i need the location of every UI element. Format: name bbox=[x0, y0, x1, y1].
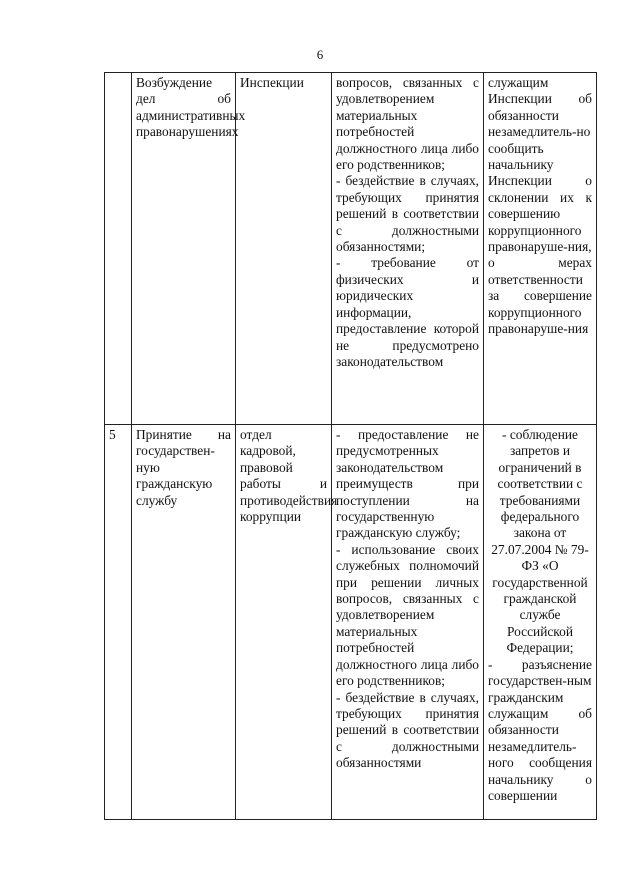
table-row bbox=[105, 425, 597, 820]
table-row bbox=[105, 73, 597, 425]
row-number-cell bbox=[105, 73, 132, 425]
risks-cell: - предоставление не предусмотренных законодательством преимуществ при поступлении на государственную гражданскую службу; - использование своих служебных полномочий при решении личных вопросов, связанных с удовлетворением материальных потребностей должностного лица либо его родственников; - бездействие в случаях, требующих принятия решений в соответствии с должностными обязанностями bbox=[332, 425, 484, 820]
measures-part-a: - соблюдение запретов и ограничений в соответствии с требованиями федерального закона от 27.07.2004 № 79-ФЗ «О государственной гражданской службе Российской Федерации; bbox=[491, 427, 589, 656]
risks-cell: вопросов, связанных с удовлетворением материальных потребностей должностного лица либо его родственников; - бездействие в случаях, требующих принятия решений в соответствии с должностными обязанностями; - требование от физических и юридических информации, предоставление которой не предусмотрено законодательством bbox=[332, 73, 484, 425]
function-cell: Возбуждение дел об административных правонарушениях bbox=[132, 73, 236, 425]
responsible-cell: отдел кадровой, правовой работы и противодействия коррупции bbox=[236, 425, 332, 820]
measures-cell: служащим Инспекции об обязанности незамедлитель-но сообщить начальнику Инспекции о склонении их к совершению коррупционного правонаруше-ния, о мерах ответственности за совершение коррупционного правонаруше-ния bbox=[484, 73, 597, 425]
responsible-cell: Инспекции bbox=[236, 73, 332, 425]
page-number: 6 bbox=[316, 47, 324, 62]
measures-cell bbox=[484, 425, 597, 820]
measures-part-b: - разъяснение государствен-ным гражданским служащим об обязанности незамедлитель-ного сообщения начальнику о совершении bbox=[488, 656, 592, 803]
corruption-risk-table bbox=[104, 72, 597, 820]
row-number-cell: 5 bbox=[105, 425, 132, 820]
function-cell: Принятие на государствен-ную гражданскую службу bbox=[132, 425, 236, 820]
